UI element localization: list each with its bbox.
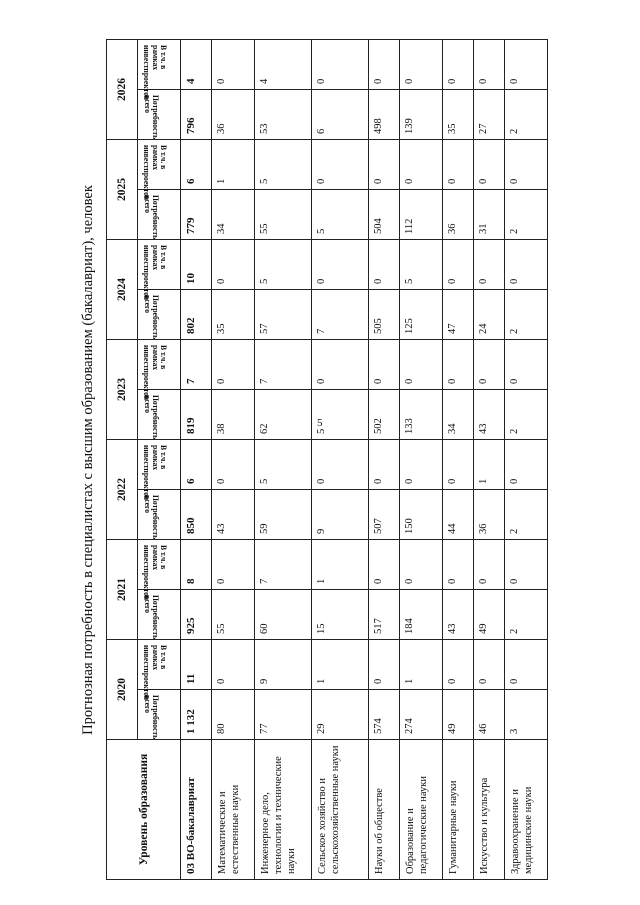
table-cell: 0: [369, 640, 400, 690]
table-cell: 0: [312, 240, 369, 290]
table-cell: 62: [255, 390, 312, 440]
row-label: Науки об обществе: [369, 740, 400, 880]
page-number: 5: [317, 417, 323, 429]
table-cell: 9: [312, 490, 369, 540]
sub-header-text: Потребность всего: [142, 295, 160, 341]
table-cell: 0: [443, 140, 474, 190]
table-cell: 498: [369, 90, 400, 140]
table-cell: 779: [181, 190, 212, 240]
sub-header-invest: [138, 441, 181, 501]
forecast-table: [106, 39, 548, 880]
table-cell: 0: [443, 340, 474, 390]
table-cell: 6: [312, 90, 369, 140]
table-cell: 133: [400, 390, 443, 440]
table-cell: 0: [212, 540, 255, 590]
table-cell: 0: [474, 40, 505, 90]
table-body: [181, 40, 548, 880]
table-cell: 819: [181, 390, 212, 440]
table-cell: 1: [474, 440, 505, 490]
table-cell: 0: [443, 40, 474, 90]
table-cell: 0: [443, 540, 474, 590]
table-cell: 2: [505, 190, 548, 240]
sub-header-text: В т.ч. в рамках инвестпроектов: [142, 645, 169, 701]
table-cell: 34: [443, 390, 474, 440]
table-cell: 184: [400, 590, 443, 640]
sub-header-invest: [138, 41, 181, 101]
table-cell: 0: [505, 440, 548, 490]
table-cell: 2: [505, 90, 548, 140]
table-cell: 0: [312, 340, 369, 390]
table-cell: 0: [400, 340, 443, 390]
table-cell: 38: [212, 390, 255, 440]
row-label: Математические и естественные науки: [212, 740, 255, 880]
table-cell: 4: [255, 40, 312, 90]
table-cell: 150: [400, 490, 443, 540]
year-header: 2023: [107, 340, 138, 440]
table-cell: 1: [312, 540, 369, 590]
table-cell: 43: [212, 490, 255, 540]
table-cell: 504: [369, 190, 400, 240]
sub-header-invest: [138, 541, 181, 601]
table-cell: 49: [474, 590, 505, 640]
row-label: Сельское хозяйство и сельскохозяйственные науки: [312, 740, 369, 880]
table-cell: 47: [443, 290, 474, 340]
table-cell: 24: [474, 290, 505, 340]
table-cell: 4: [181, 40, 212, 90]
table-cell: 0: [369, 40, 400, 90]
table-row: [474, 40, 505, 880]
table-cell: 0: [400, 140, 443, 190]
table-cell: 7: [312, 290, 369, 340]
table-cell: 112: [400, 190, 443, 240]
table-row: [400, 40, 443, 880]
table-cell: 0: [312, 40, 369, 90]
table-cell: 0: [369, 440, 400, 490]
table-cell: 8: [181, 540, 212, 590]
table-cell: 0: [212, 240, 255, 290]
sub-header-text: В т.ч. в рамках инвестпроектов: [142, 445, 169, 501]
table-cell: 1: [312, 640, 369, 690]
table-cell: 27: [474, 90, 505, 140]
table-cell: 0: [369, 140, 400, 190]
table-cell: 29: [312, 690, 369, 740]
table-cell: 7: [181, 340, 212, 390]
table-cell: 0: [474, 640, 505, 690]
table-cell: 0: [212, 40, 255, 90]
table-cell: 0: [474, 140, 505, 190]
table-cell: 0: [369, 340, 400, 390]
table-cell: 5: [312, 390, 369, 440]
table-row: [443, 40, 474, 880]
table-cell: 0: [369, 240, 400, 290]
sub-header-invest: [138, 241, 181, 301]
table-cell: 802: [181, 290, 212, 340]
table-cell: 34: [212, 190, 255, 240]
table-cell: 925: [181, 590, 212, 640]
table-cell: 796: [181, 90, 212, 140]
table-cell: 139: [400, 90, 443, 140]
table-cell: 31: [474, 190, 505, 240]
row-label: 03 ВО-бакалавриат: [181, 740, 212, 880]
table-cell: 36: [443, 190, 474, 240]
table-cell: 0: [505, 140, 548, 190]
table-cell: 15: [312, 590, 369, 640]
table-title: Прогнозная потребность в специалистах с высшим образованием (бакалавриат), человек: [80, 185, 96, 735]
sub-header-invest: [138, 141, 181, 201]
year-header: 2021: [107, 540, 138, 640]
table-cell: 6: [181, 440, 212, 490]
table-cell: 59: [255, 490, 312, 540]
table-cell: 35: [443, 90, 474, 140]
table-row: [369, 40, 400, 880]
table-cell: 6: [181, 140, 212, 190]
sub-header-text: В т.ч. в рамках инвестпроектов: [142, 345, 169, 401]
table-cell: 1 132: [181, 690, 212, 740]
table-cell: 2: [505, 590, 548, 640]
table-cell: 60: [255, 590, 312, 640]
table-cell: 2: [505, 290, 548, 340]
table-row: [312, 40, 369, 880]
table-cell: 80: [212, 690, 255, 740]
table-row: [505, 40, 548, 880]
table-cell: 0: [505, 340, 548, 390]
table-cell: 5: [255, 440, 312, 490]
table-cell: 0: [400, 440, 443, 490]
row-label: Образование и педагогические науки: [400, 740, 443, 880]
table-cell: 0: [505, 640, 548, 690]
table-cell: 0: [505, 240, 548, 290]
table-cell: 3: [505, 690, 548, 740]
sub-header-text: Потребность всего: [142, 695, 160, 741]
table-cell: 0: [505, 540, 548, 590]
table-cell: 574: [369, 690, 400, 740]
table-cell: 46: [474, 690, 505, 740]
row-label: Инженерное дело, технологии и технические науки: [255, 740, 312, 880]
year-header: 2025: [107, 140, 138, 240]
table-cell: 55: [255, 190, 312, 240]
table-cell: 502: [369, 390, 400, 440]
table-cell: 5: [400, 240, 443, 290]
table-cell: 36: [212, 90, 255, 140]
sub-header-text: В т.ч. в рамках инвестпроектов: [142, 45, 169, 101]
table-cell: 55: [212, 590, 255, 640]
row-label: Искусство и культура: [474, 740, 505, 880]
table-row: [255, 40, 312, 880]
table-cell: 43: [443, 590, 474, 640]
table-cell: 0: [312, 440, 369, 490]
table-cell: 2: [505, 490, 548, 540]
year-header: 2020: [107, 640, 138, 740]
sub-header-text: Потребность всего: [142, 195, 160, 241]
row-label: Гуманитарные науки: [443, 740, 474, 880]
table-cell: 7: [255, 340, 312, 390]
year-header-row: [107, 40, 138, 880]
table-cell: 57: [255, 290, 312, 340]
table-cell: 5: [255, 140, 312, 190]
table-cell: 274: [400, 690, 443, 740]
year-header: 2026: [107, 40, 138, 140]
sub-header-invest: [138, 341, 181, 401]
table-cell: 1: [400, 640, 443, 690]
table-cell: 0: [443, 640, 474, 690]
sub-header-text: В т.ч. в рамках инвестпроектов: [142, 245, 169, 301]
table-cell: 5: [312, 190, 369, 240]
table-cell: 53: [255, 90, 312, 140]
table-cell: 0: [212, 640, 255, 690]
table-cell: 0: [212, 440, 255, 490]
sub-header-text: Потребность всего: [142, 595, 160, 641]
sub-header-invest: [138, 641, 181, 701]
table-cell: 0: [400, 40, 443, 90]
table-cell: 0: [312, 140, 369, 190]
table-cell: 0: [443, 440, 474, 490]
table-cell: 505: [369, 290, 400, 340]
table-cell: 44: [443, 490, 474, 540]
table-cell: 125: [400, 290, 443, 340]
table-cell: 49: [443, 690, 474, 740]
table-cell: 0: [400, 540, 443, 590]
sub-header-text: Потребность всего: [142, 495, 160, 541]
sub-header-text: В т.ч. в рамках инвестпроектов: [142, 545, 169, 601]
table-cell: 36: [474, 490, 505, 540]
table-cell: 77: [255, 690, 312, 740]
table-cell: 517: [369, 590, 400, 640]
table-row: [212, 40, 255, 880]
sub-header-text: Потребность всего: [142, 395, 160, 441]
table-cell: 2: [505, 390, 548, 440]
table-cell: 507: [369, 490, 400, 540]
sub-header-text: В т.ч. в рамках инвестпроектов: [142, 145, 169, 201]
table-cell: 7: [255, 540, 312, 590]
table-cell: 35: [212, 290, 255, 340]
table-cell: 0: [474, 340, 505, 390]
table-cell: 0: [443, 240, 474, 290]
table-cell: 5: [255, 240, 312, 290]
year-header: 2024: [107, 240, 138, 340]
table-row: [181, 40, 212, 880]
sub-header-text: Потребность всего: [142, 95, 160, 141]
table-cell: 11: [181, 640, 212, 690]
table-cell: 0: [474, 240, 505, 290]
table-cell: 10: [181, 240, 212, 290]
row-label: Здравоохранение и медицинские науки: [505, 740, 548, 880]
table-cell: 9: [255, 640, 312, 690]
table-cell: 1: [212, 140, 255, 190]
table-cell: 0: [474, 540, 505, 590]
table-cell: 43: [474, 390, 505, 440]
level-header: Уровень образования: [107, 740, 181, 880]
year-header: 2022: [107, 440, 138, 540]
table-cell: 0: [369, 540, 400, 590]
rotated-table-block: [78, 40, 618, 880]
table-cell: 0: [505, 40, 548, 90]
table-cell: 0: [212, 340, 255, 390]
table-cell: 850: [181, 490, 212, 540]
